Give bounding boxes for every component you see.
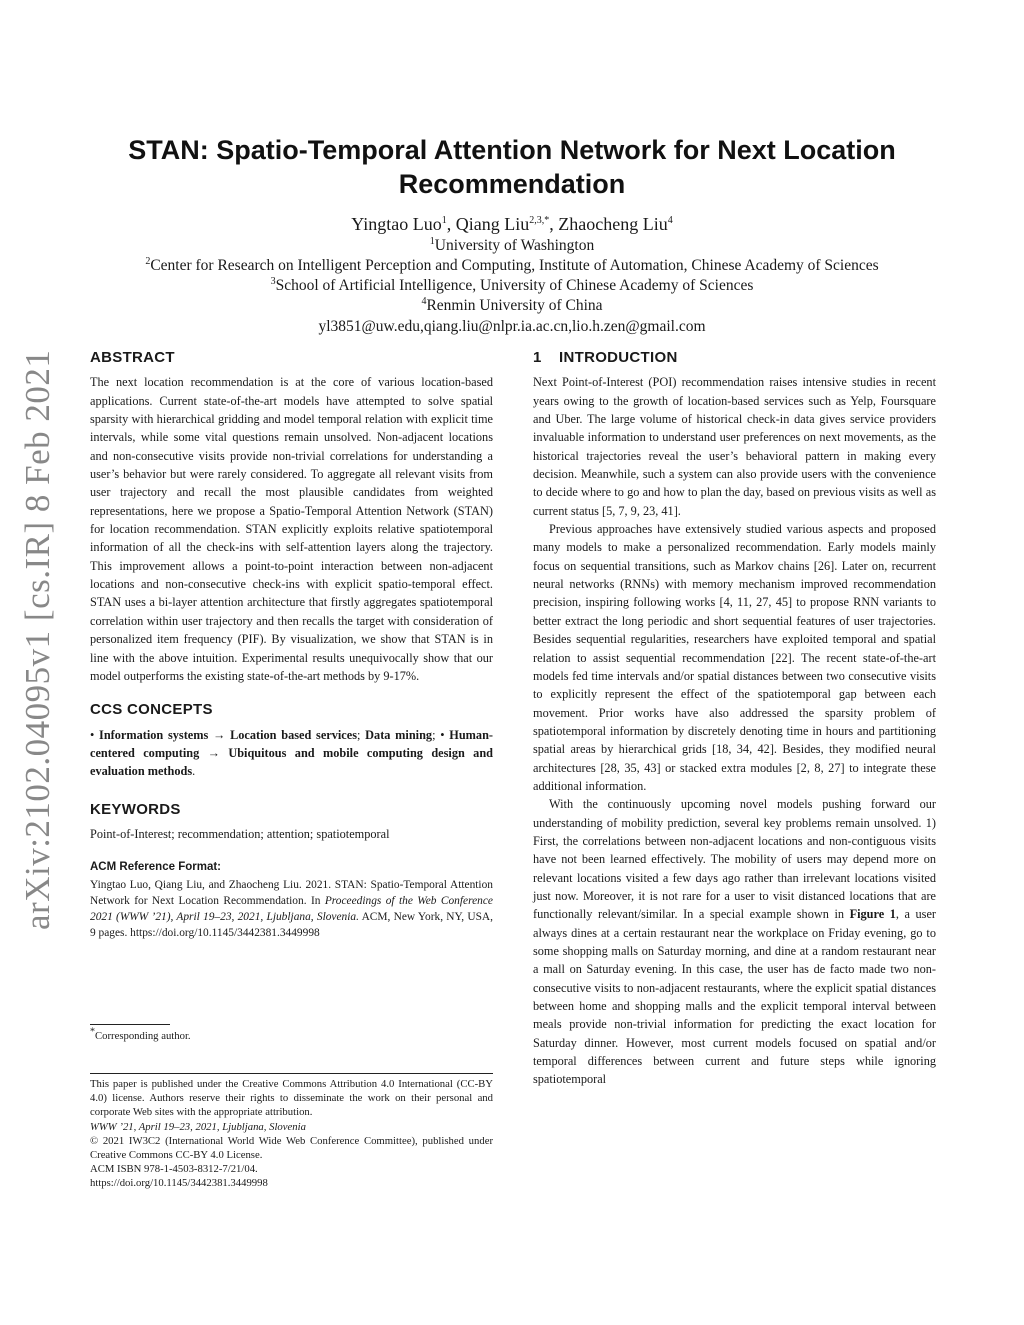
footnote-mark: * (90, 1026, 95, 1038)
author-name: Yingtao Luo (351, 214, 442, 234)
right-column (533, 349, 936, 1089)
intro-text: , a user always dines at a certain restaurant near the workplace on Friday evening, go to some shopping malls on Saturday morning, and dine at a random restaurant near a mall on Saturday evening. In this case, the user has de facto made two non-consecutive visits to non-adjacent restaurants, where the explicit spatial distances between home and shopping malls and the explicit temporal interval between meals provide non-trivial information for predicting the exact location for Saturday dinner. However, most current models focused on spatial and/or temporal differences between current and future steps while ignoring spatiotemporal (533, 907, 936, 1087)
separator: ; (432, 727, 441, 742)
abstract-text: The next location recommendation is at the core of various location-based applications. Current state-of-the-art models have attempted to solve spatial sparsity with hierarchical gridding and model temporal relation with explicit time intervals, while some vital questions remain unsolved. Non-adjacent locations and non-consecutive visits provide non-trivial correlations for understanding a user’s behavior but were rarely considered. To aggregate all relevant visits from user trajectory and recall the most plausible candidates from weighted representations, here we propose a Spatio-Temporal Attention Network (STAN) for location recommendation. STAN explicitly exploits relative spatiotemporal information of all the check-ins with self-attention layers along the trajectory. This improvement allows a point-to-point interaction between non-adjacent locations and non-consecutive check-ins with explicit spatio-temporal effect. STAN uses a bi-layer attention architecture that firstly aggregates spatiotemporal correlation within user trajectory and then recalls the target with consideration of personalized item frequency (PIF). By visualization, we show that STAN is in line with the above intuition. Experimental results unequivocally show that our model outperforms the existing state-of-the-art methods by 9-17%. (90, 375, 493, 683)
acm-ref-line: ACM, New York, NY, USA, 9 pages. https://doi.org/10.1145/3442381.3449998 (90, 911, 493, 940)
affiliation-text: Center for Research on Intelligent Perception and Computing, Institute of Automation, Chinese Academy of Sciences (150, 257, 879, 274)
affiliation (40, 236, 984, 256)
keywords-text: Point-of-Interest; recommendation; attention; spatiotemporal (90, 826, 390, 841)
ccs-term: Location based services (230, 727, 358, 742)
ccs-term: Human-centered computing (90, 727, 494, 760)
license-block (90, 1077, 493, 1191)
arrow-glyph: → (213, 727, 226, 742)
affiliation-text: University of Washington (434, 237, 595, 254)
intro-text: With the continuously upcoming novel models pushing forward our understanding of mobility prediction, several key problems remain unsolved. 1) First, the correlations between non-adjacent locations and non-contiguous visits have not been learned effectively. The mobility of users may depend more on relevant locations visited a few days ago rather than irrelevant locations visited just now. Moreover, it is not rare for a user to visit distanced locations that are functionally relevant/similar. In a special example shown in (533, 797, 936, 922)
acm-ref-proceedings: Proceedings of the Web Conference 2021 (WWW ’21), April 19–23, 2021, Ljubljana, Slovenia. (90, 894, 493, 924)
ccs-term: Information systems (99, 727, 209, 742)
figure-reference: Figure 1 (849, 907, 896, 922)
intro-paragraph (533, 795, 936, 1089)
bullet: • (90, 727, 95, 742)
affiliation (40, 256, 984, 276)
affiliation (40, 296, 984, 316)
author-name: Qiang Liu (455, 214, 530, 234)
affiliation-sup: 4 (421, 295, 427, 307)
affiliation-sup: 1 (429, 235, 435, 247)
author-sup: 4 (667, 215, 673, 226)
keywords-heading: KEYWORDS (90, 800, 181, 818)
intro-paragraph: Previous approaches have extensively studied various aspects and proposed many models to make a personalized recommendation. Early models mainly focus on sequential transitions, such as Markov chains [26]. Later on, recurrent neural networks (RNNs) with memory mechanism improved recommendation precision, inspiring following works [4, 11, 27, 45] to propose RNN variants to better extract the long periodic and short sequential features of user trajectories. Besides sequential regularities, researchers have exploited temporal and spatial relation to assist sequential recommendation [22]. The recent state-of-the-art models fed time intervals and/or spatial distances between two consecutive visits to explicitly represent the effect of the spatiotemporal gap between each movement. Prior works have also addressed the sparsity problem of spatiotemporal information by discretely denoting time in hours and partitioning spatial areas by hierarchical grids [18, 34, 42]. Besides, they modified neural architectures [28, 35, 43] or stacked extra modules [2, 8, 27] to integrate these additional information. (533, 522, 936, 793)
ccs-text (90, 726, 493, 781)
footnote (90, 1026, 191, 1042)
acm-ref-heading: ACM Reference Format: (90, 861, 221, 874)
author-list: Yingtao Luo$^1$, Qiang Liu$^{2,3,*}$, Zhaocheng Liu$^4$ (351, 214, 673, 234)
acm-ref-text (90, 877, 493, 942)
footnote-rule (90, 1024, 170, 1025)
affiliation-text: Renmin University of China (426, 297, 603, 314)
period: . (192, 764, 196, 779)
bullet: • (440, 727, 445, 742)
intro-paragraph: Next Point-of-Interest (POI) recommendation raises intensive studies in recent years owing to the growth of location-based services such as Yelp, Foursquare and Uber. The large volume of historical check-in data gives service providers invaluable information to understand user preferences on next movements, as the historical trajectories reveal the user’s behavioral pattern in making every decision. Meanwhile, such a system can also provide users with the convenience to decide where to go and how to plan the day, based on previous visits as well as current status [5, 7, 9, 23, 41]. (533, 375, 936, 518)
ccs-term: Data mining (365, 727, 433, 742)
section-number: 1 (533, 349, 542, 366)
license-rule (90, 1073, 493, 1074)
separator: ; (357, 727, 366, 742)
affiliation (40, 276, 984, 296)
section-title: INTRODUCTION (559, 349, 678, 366)
affiliation-text: School of Artificial Intelligence, University of Chinese Academy of Sciences (275, 277, 754, 294)
arrow-glyph: → (207, 745, 220, 760)
footnote-text: Corresponding author. (95, 1030, 191, 1042)
ccs-heading: CCS CONCEPTS (90, 701, 213, 719)
license-text: This paper is published under the Creative Commons Attribution 4.0 International (CC-BY 4.0) license. Authors reserve their rights to disseminate the work on their personal and corporate Web sites with the appropriate attribution. (90, 1078, 493, 1119)
left-column (90, 349, 493, 942)
ccs-term: Ubiquitous and mobile computing design and evaluation methods (90, 745, 494, 779)
intro-heading (533, 349, 936, 367)
author-sup: 1 (441, 215, 447, 226)
author-name: Zhaocheng Liu (558, 214, 668, 234)
paper-title: STAN: Spatio-Temporal Attention Network for Next Location Recommendation (128, 135, 896, 199)
license-isbn: ACM ISBN 978-1-4503-8312-7/21/04. (90, 1163, 258, 1176)
author-sup: 2,3,* (529, 215, 550, 226)
affiliation-sup: 3 (270, 275, 276, 287)
abstract-heading: ABSTRACT (90, 349, 175, 366)
arxiv-identifier: arXiv:2102.04095v1 [cs.IR] 8 Feb 2021 (18, 349, 57, 930)
license-doi: https://doi.org/10.1145/3442381.3449998 (90, 1177, 268, 1190)
acm-ref-line: Yingtao Luo, Qiang Liu, and Zhaocheng Liu. 2021. STAN: Spatio-Temporal Attention Network for Next Location Recommendation. In (90, 878, 493, 907)
email-list: yl3851@uw.edu,qiang.liu@nlpr.ia.ac.cn,lio.h.zen@gmail.com (318, 318, 706, 335)
license-copyright: © 2021 IW3C2 (International World Wide Web Conference Committee), published under Creative Commons CC-BY 4.0 License. (90, 1134, 493, 1162)
affiliation-sup: 2 (145, 255, 151, 267)
license-conference: WWW ’21, April 19–23, 2021, Ljubljana, Slovenia (90, 1120, 306, 1133)
